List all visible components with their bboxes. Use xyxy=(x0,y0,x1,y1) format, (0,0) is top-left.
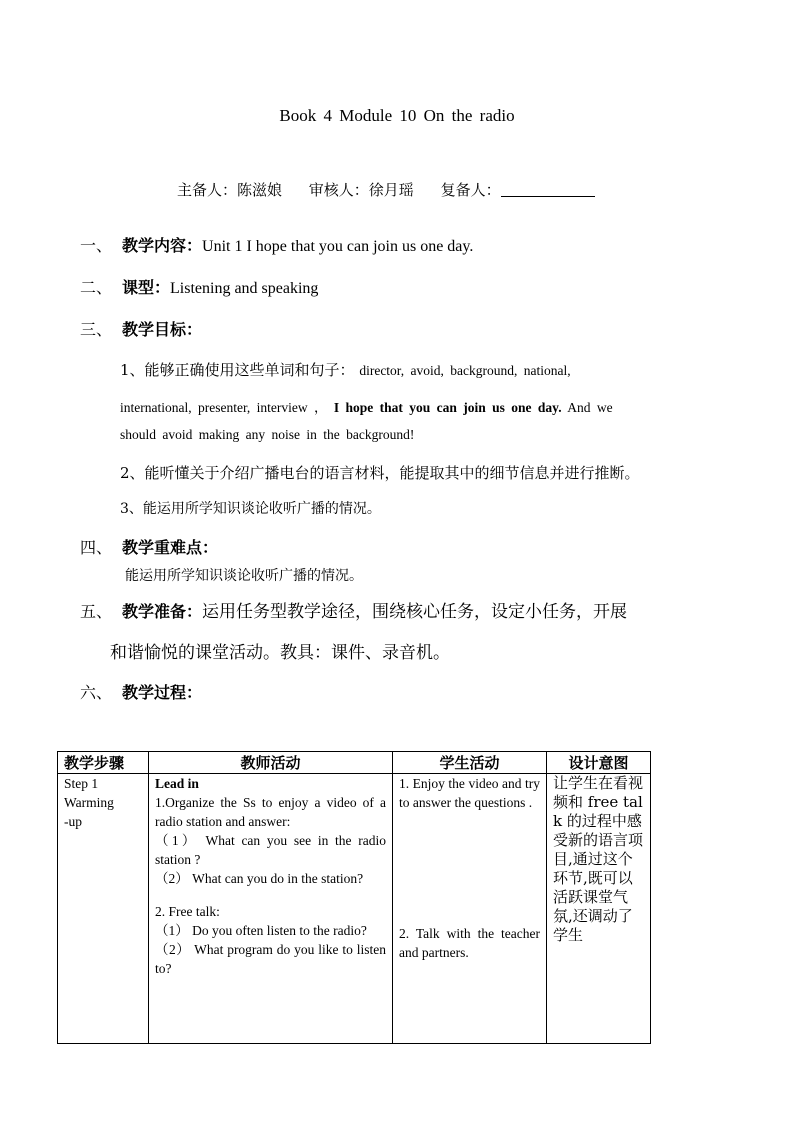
cell-teacher-activity: Lead in 1.Organize the Ss to enjoy a video of a radio station and answer: （1） What can you see in the radio station ? （2） What can you do in the station? 2. Free talk: （1） Do you often listen to the radio? （2） What program do you like to listen to? xyxy=(149,774,393,1044)
section-text: Unit 1 I hope that you can join us one day. xyxy=(202,238,474,255)
section-label: 教学重难点： xyxy=(122,538,219,557)
section-text: Listening and speaking xyxy=(170,280,319,297)
table-row xyxy=(58,774,651,1044)
objective-1-line3: should avoid making any noise in the background! xyxy=(120,427,415,442)
page-title: Book 4 Module 10 On the radio xyxy=(279,106,515,125)
section-number: 六、 xyxy=(80,683,113,702)
header-intent: 设计意图 xyxy=(547,752,651,774)
objective-2: 2、能听懂关于介绍广播电台的语言材料，能提取其中的细节信息并进行推断。 xyxy=(120,464,640,482)
section-objectives xyxy=(80,317,202,340)
reviewer: 审核人：徐月瑶 xyxy=(308,181,414,199)
section-number: 三、 xyxy=(80,320,113,339)
key-points-text: 能运用所学知识谈论收听广播的情况。 xyxy=(125,568,363,584)
section-number: 二、 xyxy=(80,278,113,297)
header-student: 学生活动 xyxy=(393,752,547,774)
section-process xyxy=(80,680,202,703)
table-header-row xyxy=(58,752,651,774)
section-label: 教学过程： xyxy=(122,683,203,702)
section-label: 教学准备： xyxy=(122,602,203,621)
cell-design-intent: 让学生在看视频和 free talk 的过程中感受新的语言项目,通过这个环节,既可以活跃课堂气氛,还调动了学生 xyxy=(547,774,651,1044)
section-preparation xyxy=(80,597,627,622)
process-table xyxy=(57,751,651,1044)
co-preparer-blank xyxy=(501,182,595,197)
cell-student-activity: 1. Enjoy the video and try to answer the questions . 2. Talk with the teacher and partners. xyxy=(393,774,547,1044)
section-type xyxy=(80,275,318,298)
header-step: 教学步骤 xyxy=(58,752,149,774)
objective-1-line2: international, presenter, interview ， I hope that you can join us one day. And we xyxy=(120,400,613,415)
preparers-line xyxy=(177,179,595,200)
objective-1: 1、能够正确使用这些单词和句子： director, avoid, background, national, xyxy=(120,361,571,379)
section-number: 五、 xyxy=(80,602,113,621)
section-number: 一、 xyxy=(80,236,113,255)
section-label: 课型： xyxy=(122,278,171,297)
co-preparer: 复备人： xyxy=(440,181,501,199)
section-number: 四、 xyxy=(80,538,113,557)
section-key-points xyxy=(80,535,218,558)
objective-3: 3、能运用所学知识谈论收听广播的情况。 xyxy=(120,501,381,517)
section-label: 教学目标： xyxy=(122,320,203,339)
preparation-line2: 和谐愉悦的课堂活动。教具：课件、录音机。 xyxy=(110,643,450,663)
header-teacher: 教师活动 xyxy=(149,752,393,774)
cell-step: Step 1 Warming -up xyxy=(58,774,149,1044)
section-text: 运用任务型教学途径，围绕核心任务，设定小任务，开展 xyxy=(202,602,628,622)
preparer: 主备人：陈滋娘 xyxy=(177,181,283,199)
section-label: 教学内容： xyxy=(122,236,203,255)
section-content xyxy=(80,233,473,256)
